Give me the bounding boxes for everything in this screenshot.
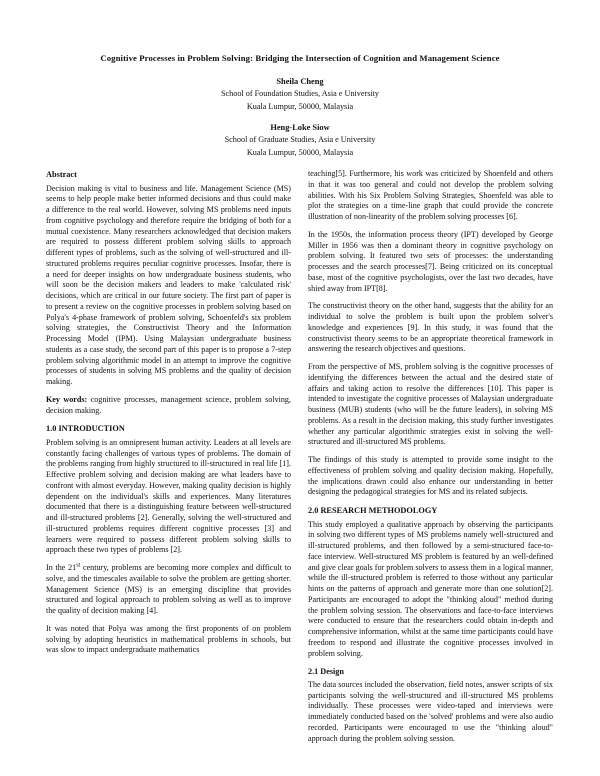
author-spacer <box>46 113 554 122</box>
introduction-heading: 1.0 INTRODUCTION <box>46 424 125 434</box>
author-name-2: Heng-Loke Siow <box>270 122 330 132</box>
author-address-2: Kuala Lumpur, 50000, Malaysia <box>246 147 354 157</box>
methodology-paragraph-1: This study employed a qualitative approach by observing the participants in solving two different types of MS problems namely well-structured and ill-structured problems, and then followed by a semi-structured face-to-face interview. Well-structured MS problem is featured by an well-defined and give clear goals for problem solvers to assess them in a logical manner, while the ill-structured problem is referred to those without any particular hints on the patterns of approach and generate more than one solution[2]. Participants are encouraged to adopt the "thinking aloud" method during the problem solving session. The observations and face-to-face interviews were conducted to ensure that the researchers could obtain in-depth and comprehensive information, whilst at the same time participants could have freedom to respond and illustrate the cognitive processes involved in problem solving. <box>308 519 553 658</box>
right-paragraph-5: The findings of this study is attempted to provide some insight to the effectiveness of problem solving and quality decision making. Hopefully, the implications drawn could also enhance our understanding in better designing the pedagogical strategies for MS and its related subjects. <box>308 455 553 497</box>
design-heading: 2.1 Design <box>308 667 344 677</box>
keywords-text: cognitive processes, management science, problem solving, decision making. <box>46 394 291 415</box>
intro-p2-pre: In the 21 <box>46 563 77 573</box>
two-column-body <box>46 169 554 744</box>
methodology-heading: 2.0 RESEARCH METHODOLOGY <box>308 506 438 516</box>
author-name-1: Sheila Cheng <box>276 76 324 86</box>
keywords-label: Key words: <box>46 394 88 404</box>
page-title: Cognitive Processes in Problem Solving: Bridging the Intersection of Cognition and Management Science <box>100 53 500 63</box>
right-paragraph-4: From the perspective of MS, problem solving is the cognitive processes of identifying the differences between the actual and the desired state of affairs and taking action to resolve the differences [10]. This paper is intended to investigate the cognitive processes of Malaysian undergraduate business (MUB) students (who will be the future leaders), in solving MS problems. As a result in the decision making, this study further investigates whether any particular algorithmic strategies exist in solving the well-structured and ill-structured MS problems. <box>308 362 553 447</box>
intro-p2-post: century, problems are becoming more complex and difficult to solve, and the timescales available to solve the problem are getting shorter. Management Science (MS) is an emerging discipline that provides structured and logical approach to problem solving as well as to improve the quality of decision making [4]. <box>46 563 291 616</box>
design-paragraph-1: The data sources included the observation, field notes, answer scripts of six participants solving the well-structured and ill-structured MS problems individually. These processes were video-taped and interviews were immediately conducted based on the 'solved' problems and were also audio recorded. Participants were encouraged to use the "thinking aloud" approach during the problem solving session. <box>308 679 553 743</box>
title-block <box>46 52 554 159</box>
left-column <box>46 169 291 744</box>
keywords-line <box>46 395 291 417</box>
introduction-paragraph-2 <box>46 563 291 617</box>
author-address-1: Kuala Lumpur, 50000, Malaysia <box>246 101 354 111</box>
author-affiliation-2: School of Graduate Studies, Asia e University <box>224 135 376 145</box>
right-paragraph-3: The constructivist theory on the other hand, suggests that the ability for an individual to solve the problem is built upon the problem solver's knowledge and experiences [9]. In this study, it was found that the constructivist theory seems to be an appropriate theoretical framework in answering the research objectives and questions. <box>308 301 553 354</box>
introduction-paragraph-1: Problem solving is an omnipresent human activity. Leaders at all levels are constantly facing challenges of various types of problems. The domain of the problems ranging from highly structured to ill-structured in real life [1]. Effective problem solving and decision making are what leaders have to confront with almost everyday. However, making quality decision is highly dependent on the individual's skills and experiences. Many literatures documented that there is a distinguishing feature between well-structured and ill-structured problems [2]. Generally, solving the well-structured and ill-structured problems requires different cognitive processes [3] and learners were required to possess different problem solving skills to approach these two types of problems [2]. <box>46 437 291 555</box>
ordinal-superscript: st <box>76 562 81 569</box>
right-paragraph-2: In the 1950s, the information process theory (IPT) developed by George Miller in 1956 was then a dominant theory in cognitive psychology on problem solving. It featured two sets of processes: the understanding processes and the search processes[7]. Being criticized on its conceptual base, most of the cognitive psychologists, over the last two decades, have shied away from IPT[8]. <box>308 229 553 293</box>
abstract-text: Decision making is vital to business and life. Management Science (MS) seems to help people make better informed decisions and thus could make a difference to the real world. However, solving MS problems need inputs from cognitive psychology and therefore require the bridging of both for a mutual coexistence. Many researchers acknowledged that decision makers are required to possess different problem solving skills to approach different types of problems, such as the solving of well-structured and ill-structured problems requires peculiar cognitive processes. Insofar, there is a need for deeper insights on how undergraduate business students, who will soon be the decision makers and leaders to make 'calculated risk' decisions, which are critical in our future society. The first part of paper is to present a review on the cognitive processes in problem solving based on Polya's 4-phase framework of problem solving, Schoenfeld's six problem solving strategies, the Constructivist Theory and the Information Processing Model (IPM). Using Malaysian undergraduate business students as a case study, the second part of this paper is to propose a 7-step problem solving algorithmic model in an attempt to improve the cognitive processes of students in solving MS problems and the quality of decision making. <box>46 183 291 387</box>
right-paragraph-1: teaching[5]. Furthermore, his work was criticized by Shoenfeld and others in that it was too general and could not develop the problem solving abilities. With his Six Problem Solving Strategies, Shoenfeld was able to plot the strategies on a time-line graph that could provide the concrete illustration of non-linearity of the problem solving processes [6]. <box>308 169 553 222</box>
introduction-paragraph-3: It was noted that Polya was among the first proponents of on problem solving by adopting heuristics in mathematical problems in schools, but was slow to impact undergraduate mathematics <box>46 623 291 655</box>
right-column <box>308 169 553 744</box>
author-affiliation-1: School of Foundation Studies, Asia e University <box>220 89 380 99</box>
abstract-heading: Abstract <box>46 170 77 180</box>
